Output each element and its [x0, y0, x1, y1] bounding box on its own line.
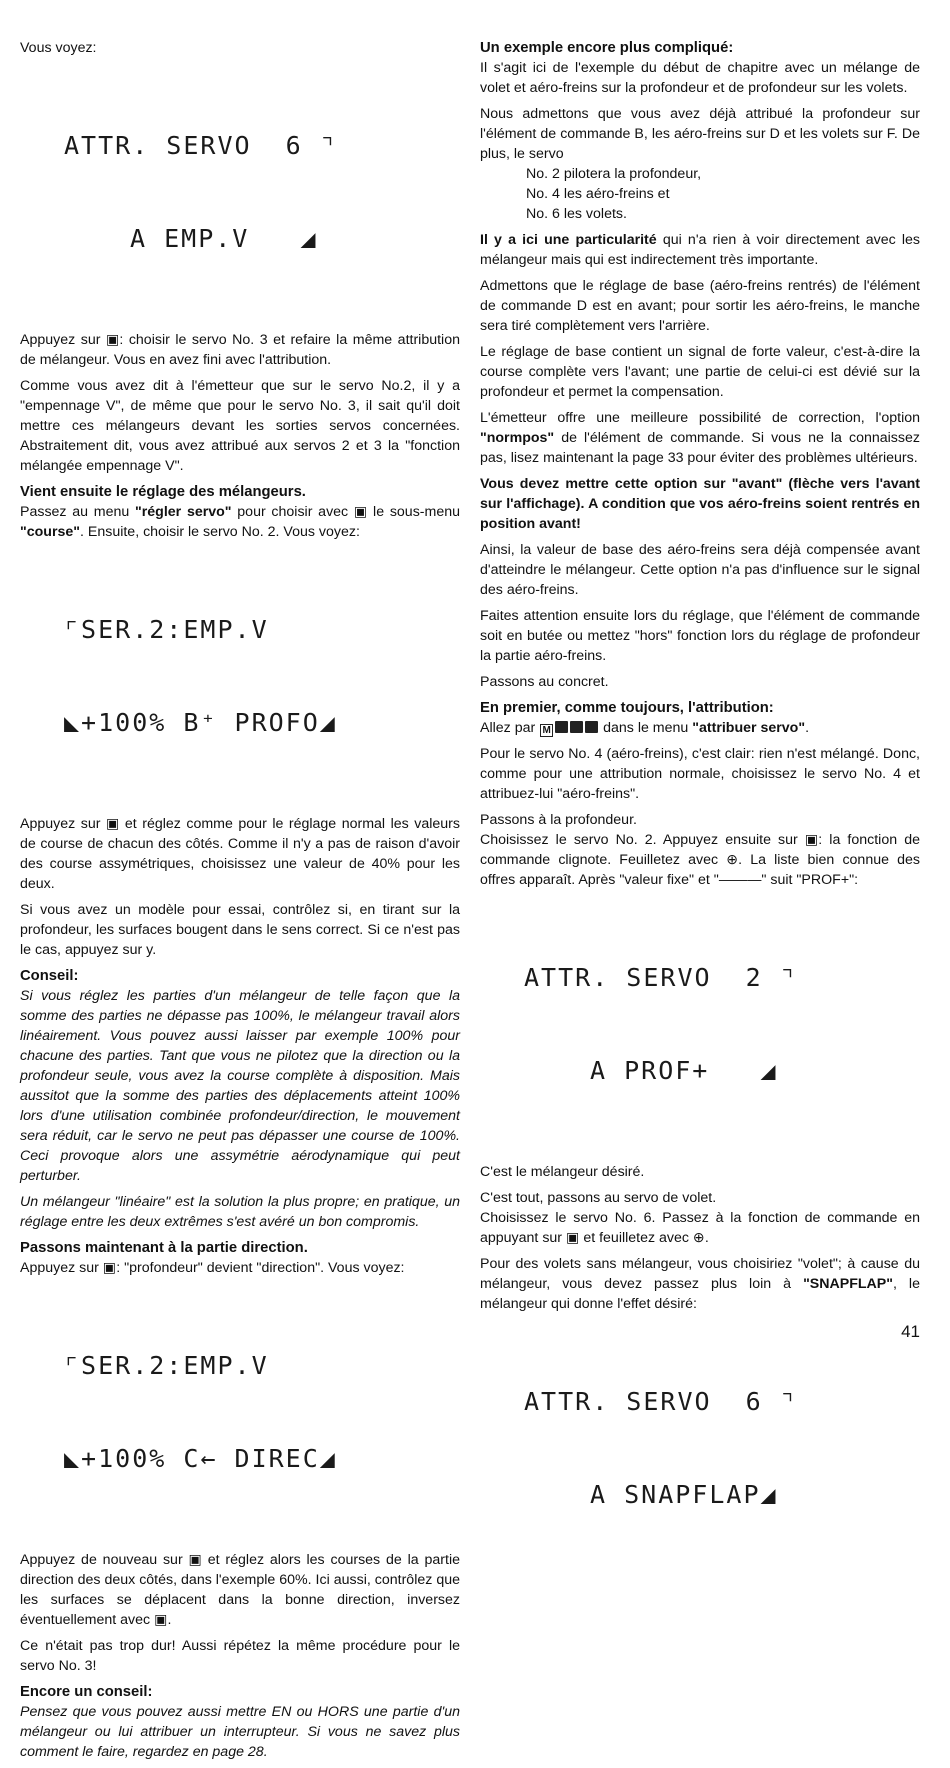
- section-heading: Un exemple encore plus compliqué:: [480, 40, 734, 56]
- text: Passez au menu: [20, 504, 130, 520]
- lcd-line-1: ⌜SER.2:EMP.V: [64, 615, 269, 644]
- section-heading: En premier, comme toujours, l'attribution:: [480, 700, 774, 716]
- paragraph: Pour le servo No. 4 (aéro-freins), c'est clair: rien n'est mélangé. Donc, comme pour une attribution normale, choisissez le servo No. 4 et attribuez-lui "aéro-freins".: [480, 746, 920, 802]
- lcd-display: [20, 1288, 460, 1536]
- paragraph: [480, 1254, 920, 1314]
- paragraph: Un mélangeur "linéaire" est la solution la plus propre; en pratique, un réglage entre les deux extrêmes s'est avéré un bon compromis.: [20, 1194, 460, 1230]
- lcd-line-2: A SNAPFLAP◢: [590, 1480, 778, 1509]
- paragraph: Si vous réglez les parties d'un mélangeur de telle façon que la somme des parties ne dépasse pas 100%, le mélangeur travail alors linéairement. Vous pouvez aussi laisser par exemple 100% pour chacune des parties. Tant que vous ne pilotez que la direction ou la profondeur seule, vous avez la course complète à disposition. Mais aussitot que la somme des parties des déplacements atteint 100% lors d'une utilisation combinée profondeur/direction, le mouvement sera réduit, car le servo ne peut pas dépasser une course de 100%. Ceci provoque alors une assymétrie aérodynamique qui peut perturber.: [20, 988, 460, 1184]
- option-name: "normpos": [480, 430, 555, 446]
- text: , le mélangeur qui donne l'effet désiré:: [480, 1276, 920, 1312]
- paragraph: Appuyez sur ▣ et réglez comme pour le réglage normal les valeurs de course de chacun des côtés. Comme il n'y a pas de raison d'avoir des course assymétriques, choisissez une valeur de 40% pour les deux.: [20, 816, 460, 892]
- text: Allez par: [480, 720, 536, 736]
- paragraph: C'est tout, passons au servo de volet.: [480, 1190, 717, 1206]
- list-item: No. 6 les volets.: [526, 206, 627, 222]
- paragraph: Vous voyez:: [20, 40, 97, 56]
- emphasis: Il y a ici une particularité: [480, 232, 657, 248]
- lcd-display: [20, 68, 460, 316]
- lcd-line-2: ◣+100% C← DIREC◢: [64, 1444, 337, 1473]
- left-column: [20, 38, 460, 1768]
- text: pour choisir avec ▣ le sous-menu: [237, 504, 461, 520]
- lcd-line-1: ATTR. SERVO 6 ⌝: [64, 131, 337, 160]
- lcd-display: [480, 1324, 920, 1572]
- lcd-line-1: ⌜SER.2:EMP.V: [64, 1351, 269, 1380]
- page-number: 41: [901, 1322, 920, 1341]
- lcd-line-1: ATTR. SERVO 2 ⌝: [524, 963, 797, 992]
- paragraph: Pensez que vous pouvez aussi mettre EN ou HORS une partie d'un mélangeur ou lui attribuer un interrupteur. Si vous ne savez plus comment le faire, regardez en page 28.: [20, 1704, 460, 1760]
- key-sequence-icon: M: [539, 720, 599, 736]
- paragraph: Le réglage de base contient un signal de forte valeur, c'est-à-dire la course complète vers l'avant; une partie de celui-ci est dévié sur la profondeur et permet la compensation.: [480, 344, 920, 400]
- lcd-line-2: ◣+100% B⁺ PROFO◢: [64, 708, 337, 737]
- menu-name: "course": [20, 524, 80, 540]
- list-item: No. 2 pilotera la profondeur,: [526, 166, 702, 182]
- paragraph: [20, 502, 460, 542]
- paragraph: Ainsi, la valeur de base des aéro-freins sera déjà compensée avant d'atteindre le mélangeur. Cette option n'a pas d'influence sur le signal des aéro-freins.: [480, 542, 920, 598]
- section-heading: Encore un conseil:: [20, 1684, 153, 1700]
- menu-name: "attribuer servo": [692, 720, 806, 736]
- paragraph: Si vous avez un modèle pour essai, contrôlez si, en tirant sur la profondeur, les surfaces bougent dans le sens correct. Si ce n'est pas le cas, appuyez sur y.: [20, 902, 460, 958]
- paragraph: Nous admettons que vous avez déjà attribué la profondeur sur l'élément de commande B, les aéro-freins sur D et les volets sur F. De plus, le servo: [480, 106, 920, 162]
- lcd-display: [20, 552, 460, 800]
- lcd-display: [480, 900, 920, 1148]
- paragraph: C'est le mélangeur désiré.: [480, 1164, 645, 1180]
- text: qui n'a rien à voir directement avec les mélangeur mais qui est indirectement très importante.: [480, 232, 921, 268]
- paragraph: Il s'agit ici de l'exemple du début de chapitre avec un mélange de volet et aéro-freins sur la profondeur et de profondeur sur les volets.: [480, 60, 920, 96]
- paragraph: [480, 408, 920, 468]
- paragraph: Faites attention ensuite lors du réglage, que l'élément de commande soit en butée ou mettez "hors" fonction lors du réglage de profondeur la partie aéro-freins.: [480, 608, 920, 664]
- paragraph: Comme vous avez dit à l'émetteur que sur le servo No.2, il y a "empennage V", de même que pour le servo No. 3, il sait qu'il doit mettre ces mélangeurs devant les sorties servos concernées. Abstraitement dit, vous avez attribué aux servos 2 et 3 la "fonction mélangée empennage V".: [20, 378, 460, 474]
- text: de l'élément de commande. Si vous ne la connaissez pas, lisez maintenant la page 33 pour éviter des problèmes ultérieurs.: [480, 430, 920, 466]
- text: . Ensuite, choisir le servo No. 2. Vous voyez:: [79, 524, 360, 540]
- paragraph: Choisissez le servo No. 6. Passez à la fonction de commande en appuyant sur ▣ et feuilletez avec ⊕.: [480, 1210, 920, 1246]
- section-heading: Conseil:: [20, 968, 79, 984]
- section-heading: Vient ensuite le réglage des mélangeurs.: [20, 484, 306, 500]
- text: .: [805, 720, 810, 736]
- option-name: "SNAPFLAP": [803, 1276, 893, 1292]
- lcd-line-2: A PROF+ ◢: [590, 1056, 778, 1085]
- menu-name: "régler servo": [135, 504, 232, 520]
- paragraph: [480, 718, 920, 738]
- paragraph: Choisissez le servo No. 2. Appuyez ensuite sur ▣: la fonction de commande clignote. Feuilletez avec ⊕. La liste bien connue des offres apparaît. Après "valeur fixe" et "———" suit "PROF+":: [480, 832, 920, 888]
- lcd-line-2: A EMP.V ◢: [130, 224, 318, 253]
- paragraph: Passons au concret.: [480, 674, 609, 690]
- paragraph: Appuyez sur ▣: "profondeur" devient "direction". Vous voyez:: [20, 1260, 405, 1276]
- text: dans le menu: [603, 720, 689, 736]
- right-column: [480, 38, 920, 1586]
- paragraph: Appuyez de nouveau sur ▣ et réglez alors les courses de la partie direction des deux côtés, dans l'exemple 60%. Ici aussi, contrôlez que les surfaces se déplacent dans la bonne direction, inversez éventuellement avec ▣.: [20, 1552, 460, 1628]
- list-item: No. 4 les aéro-freins et: [526, 186, 670, 202]
- text: Pour des volets sans mélangeur, vous choisiriez "volet"; à cause du mélangeur, vous devez passez plus loin à: [480, 1256, 920, 1292]
- paragraph: Ce n'était pas trop dur! Aussi répétez la même procédure pour le servo No. 3!: [20, 1638, 460, 1674]
- paragraph: Appuyez sur ▣: choisir le servo No. 3 et refaire la même attribution de mélangeur. Vous en avez fini avec l'attribution.: [20, 332, 460, 368]
- text: L'émetteur offre une meilleure possibilité de correction, l'option: [480, 410, 920, 426]
- paragraph: [480, 230, 920, 270]
- section-heading: Passons maintenant à la partie direction.: [20, 1240, 308, 1256]
- paragraph: Admettons que le réglage de base (aéro-freins rentrés) de l'élément de commande D est en avant; pour sortir les aéro-freins, le manche sera tiré complètement vers l'arrière.: [480, 278, 920, 334]
- paragraph: Vous devez mettre cette option sur "avant" (flèche vers l'avant sur l'affichage). A condition que vos aéro-freins soient rentrés en position avant!: [480, 476, 920, 532]
- lcd-line-1: ATTR. SERVO 6 ⌝: [524, 1387, 797, 1416]
- paragraph: Passons à la profondeur.: [480, 812, 637, 828]
